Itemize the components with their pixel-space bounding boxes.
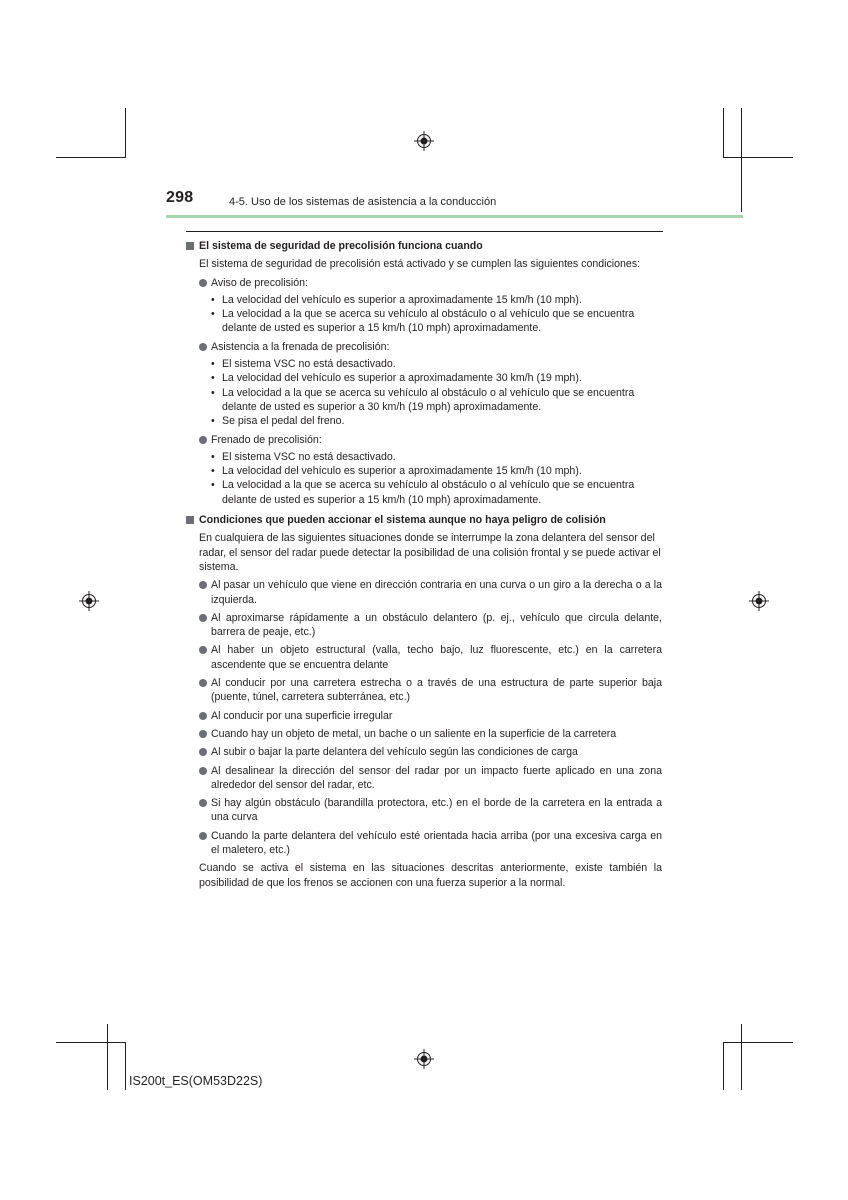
crop-mark: [741, 1024, 742, 1090]
crop-mark: [125, 1042, 126, 1090]
circle-bullet-icon: [199, 767, 207, 775]
list-item: Cuando la parte delantera del vehículo esté orientada hacia arriba (por una excesiva carga en el maletero, etc.): [199, 829, 662, 858]
registration-mark-icon: [749, 591, 769, 611]
crop-mark: [741, 108, 742, 212]
content-top-rule: [186, 231, 663, 232]
circle-bullet-icon: [199, 279, 207, 287]
crop-mark: [723, 1042, 793, 1043]
list-item: Si hay algún obstáculo (barandilla protectora, etc.) en el borde de la carretera en la entrada a una curva: [199, 796, 662, 825]
crop-mark: [107, 1024, 108, 1090]
sub-list: [210, 357, 662, 428]
list-item: Al subir o bajar la parte delantera del vehículo según las condiciones de carga: [199, 745, 662, 759]
section-intro: El sistema de seguridad de precolisión está activado y se cumplen las siguientes condiciones:: [199, 258, 641, 271]
list-item: Cuando hay un objeto de metal, un bache o un saliente en la superficie de la carretera: [199, 727, 662, 741]
sub-list-item: • La velocidad del vehículo es superior a aproximadamente 30 km/h (19 mph).: [211, 372, 582, 385]
list-item: Asistencia a la frenada de precolisión:: [199, 340, 662, 354]
circle-bullet-icon: [199, 799, 207, 807]
sub-list-item: • La velocidad a la que se acerca su vehículo al obstáculo o al vehículo que se encuentra delante de usted es superior a 15 km/h (10 mph) aproximadamente.: [211, 308, 635, 335]
crop-mark: [125, 108, 126, 158]
registration-mark-icon: [414, 1049, 434, 1069]
sub-list-item: • La velocidad a la que se acerca su vehículo al obstáculo o al vehículo que se encuentra delante de usted es superior a 30 km/h (19 mph) aproximadamente.: [211, 386, 635, 413]
closing-paragraph: Cuando se activa el sistema en las situaciones descritas anteriormente, existe también la posibilidad de que los frenos se accionen con una fuerza superior a la normal.: [199, 862, 662, 889]
list-item: Al desalinear la dirección del sensor del radar por un impacto fuerte aplicado en una zona alrededor del sensor del radar, etc.: [199, 764, 662, 793]
list-item: Al pasar un vehículo que viene en dirección contraria en una curva o un giro a la derecha o a la izquierda.: [199, 578, 662, 607]
circle-bullet-icon: [199, 646, 207, 654]
sub-list-item: • El sistema VSC no está desactivado.: [211, 358, 396, 371]
sub-list: [210, 293, 662, 336]
circle-bullet-icon: [199, 581, 207, 589]
list-item: Al haber un objeto estructural (valla, techo bajo, luz fluorescente, etc.) en la carretera ascendente que se encuentra delante: [199, 643, 662, 672]
header-rule: [166, 215, 743, 218]
page-content: [186, 239, 662, 890]
circle-bullet-icon: [199, 748, 207, 756]
circle-bullet-icon: [199, 832, 207, 840]
sub-list-item: • La velocidad del vehículo es superior a aproximadamente 15 km/h (10 mph).: [211, 465, 582, 478]
sub-list-item: • La velocidad del vehículo es superior a aproximadamente 15 km/h (10 mph).: [211, 293, 582, 306]
section-heading: El sistema de seguridad de precolisión funciona cuando: [186, 239, 662, 253]
page-number: 298: [166, 189, 194, 206]
list-item: Al conducir por una superficie irregular: [199, 709, 662, 723]
sub-list-item: • Se pisa el pedal del freno.: [211, 415, 345, 428]
section-title: 4-5. Uso de los sistemas de asistencia a la conducción: [229, 196, 497, 208]
square-bullet-icon: [186, 242, 194, 250]
circle-bullet-icon: [199, 436, 207, 444]
crop-mark: [56, 1042, 126, 1043]
square-bullet-icon: [186, 516, 194, 524]
registration-mark-icon: [79, 591, 99, 611]
list-item: Frenado de precolisión:: [199, 433, 662, 447]
list-item: Aviso de precolisión:: [199, 276, 662, 290]
list-item: Al conducir por una carretera estrecha o a través de una estructura de parte superior baja (puente, túnel, carretera subterránea, etc.): [199, 676, 662, 705]
crop-mark: [723, 157, 793, 158]
crop-mark: [723, 1042, 724, 1090]
sub-list-item: • La velocidad a la que se acerca su vehículo al obstáculo o al vehículo que se encuentra delante de usted es superior a 15 km/h (10 mph) aproximadamente.: [211, 479, 635, 506]
circle-bullet-icon: [199, 712, 207, 720]
sub-list: [210, 450, 662, 507]
circle-bullet-icon: [199, 343, 207, 351]
section-intro: En cualquiera de las siguientes situaciones donde se interrumpe la zona delantera del sensor del radar, el sensor del radar puede detectar la posibilidad de una colisión frontal y se puede activar el sistema.: [199, 532, 661, 573]
section-heading: Condiciones que pueden accionar el sistema aunque no haya peligro de colisión: [186, 513, 662, 527]
circle-bullet-icon: [199, 614, 207, 622]
circle-bullet-icon: [199, 730, 207, 738]
registration-mark-icon: [414, 131, 434, 151]
document-code: IS200t_ES(OM53D22S): [129, 1074, 263, 1088]
sub-list-item: • El sistema VSC no está desactivado.: [211, 450, 396, 463]
circle-bullet-icon: [199, 679, 207, 687]
crop-mark: [56, 157, 126, 158]
list-item: Al aproximarse rápidamente a un obstáculo delantero (p. ej., vehículo que circula delante, barrera de peaje, etc.): [199, 611, 662, 640]
crop-mark: [723, 108, 724, 158]
